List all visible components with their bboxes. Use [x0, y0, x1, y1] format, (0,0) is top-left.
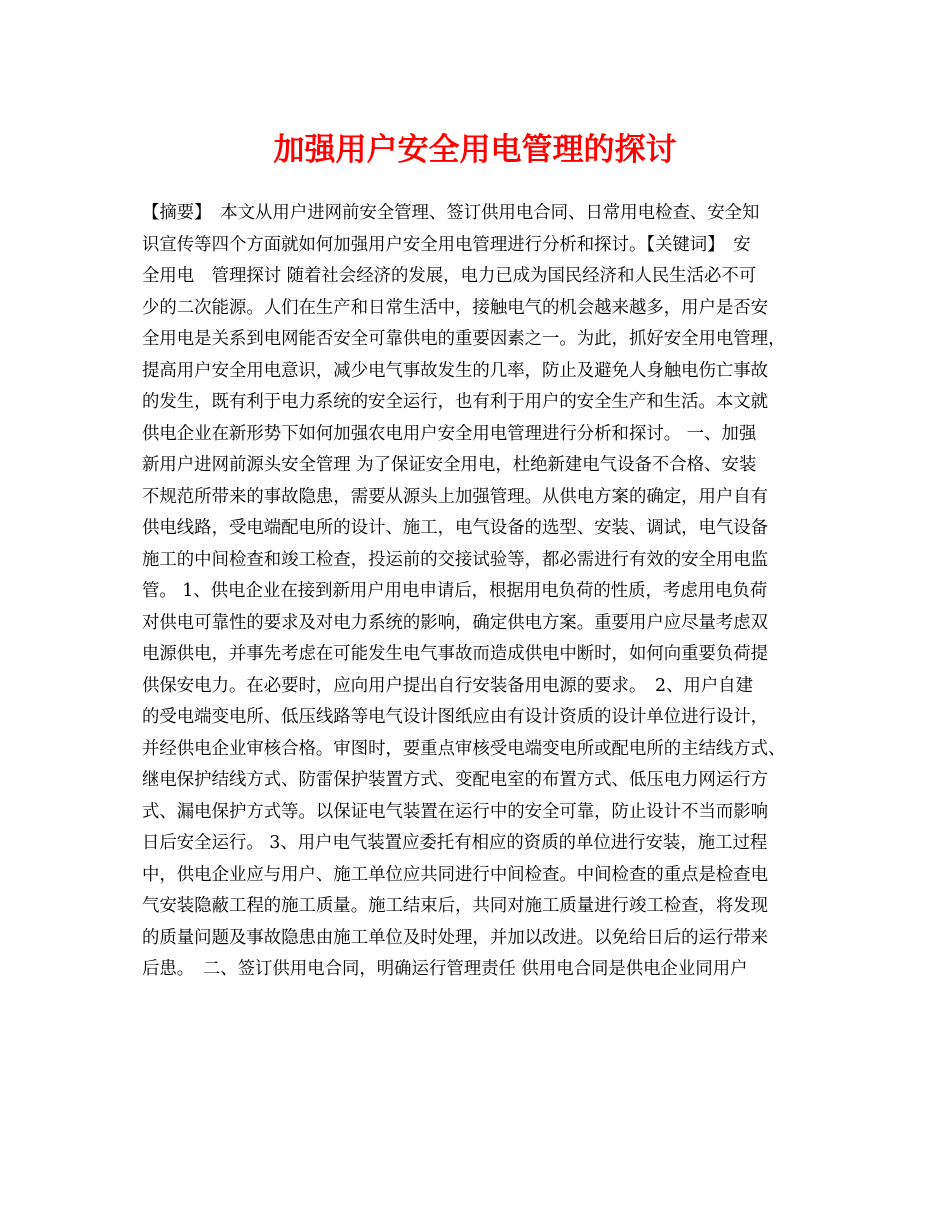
- body-line: 的受电端变电所、低压线路等电气设计图纸应由有设计资质的设计单位进行设计，: [142, 707, 769, 727]
- body-line: 新用户进网前源头安全管理 为了保证安全用电，杜绝新建电气设备不合格、安装: [142, 455, 757, 475]
- body-line: 【摘要】 本文从用户进网前安全管理、签订供用电合同、日常用电检查、安全知: [142, 203, 760, 223]
- document-title: 加强用户安全用电管理的探讨: [273, 132, 677, 168]
- body-line: 并经供电企业审核合格。审图时，要重点审核受电端变电所或配电所的主结线方式、: [142, 738, 786, 759]
- body-line: 识宣传等四个方面就如何加强用户安全用电管理进行分析和探讨。【关键词】 安: [142, 234, 751, 255]
- document-body: [142, 198, 816, 986]
- body-line: 的质量问题及事故隐患由施工单位及时处理，并加以改进。以免给日后的运行带来: [142, 927, 769, 948]
- body-line: 气安装隐蔽工程的施工质量。施工结束后，共同对施工质量进行竣工检查，将发现: [142, 896, 769, 916]
- body-line: 的发生，既有利于电力系统的安全运行，也有利于用户的安全生产和生活。本文就: [142, 392, 769, 412]
- body-line: 日后安全运行。 3、用户电气装置应委托有相应的资质的单位进行安装，施工过程: [142, 833, 768, 853]
- body-line: 后患。 二、签订供用电合同，明确运行管理责任 供用电合同是供电企业同用户: [142, 959, 748, 979]
- body-line: 全用电是关系到电网能否安全可靠供电的重要因素之一。为此，抓好安全用电管理，: [142, 329, 786, 349]
- body-line: 对供电可靠性的要求及对电力系统的影响，确定供电方案。重要用户应尽量考虑双: [142, 612, 769, 633]
- body-line: 中，供电企业应与用户、施工单位应共同进行中间检查。中间检查的重点是检查电: [142, 864, 769, 885]
- body-line: 供保安电力。在必要时，应向用户提出自行安装备用电源的要求。 2、用户自建: [142, 675, 754, 696]
- body-line: 供电线路，受电端配电所的设计、施工，电气设备的选型、安装、调试，电气设备: [142, 518, 769, 538]
- body-line: 提高用户安全用电意识，减少电气事故发生的几率，防止及避免人身触电伤亡事故: [142, 360, 769, 381]
- body-line: 全用电 管理探讨 随着社会经济的发展，电力已成为国民经济和人民生活必不可: [142, 266, 757, 286]
- body-line: 管。 1、供电企业在接到新用户用电申请后，根据用电负荷的性质，考虑用电负荷: [142, 581, 768, 601]
- body-line: 电源供电，并事先考虑在可能发生电气事故而造成供电中断时，如何向重要负荷提: [142, 644, 769, 664]
- body-line: 施工的中间检查和竣工检查，投运前的交接试验等，都必需进行有效的安全用电监: [142, 549, 769, 570]
- body-line: 继电保护结线方式、防雷保护装置方式、变配电室的布置方式、低压电力网运行方: [142, 770, 769, 790]
- body-line: 少的二次能源。人们在生产和日常生活中，接触电气的机会越来越多，用户是否安: [142, 297, 769, 318]
- body-line: 式、漏电保护方式等。以保证电气装置在运行中的安全可靠，防止设计不当而影响: [142, 801, 769, 822]
- body-line: 供电企业在新形势下如何加强农电用户安全用电管理进行分析和探讨。 一、加强: [142, 423, 757, 444]
- body-line: 不规范所带来的事故隐患，需要从源头上加强管理。从供电方案的确定，用户自有: [142, 486, 769, 507]
